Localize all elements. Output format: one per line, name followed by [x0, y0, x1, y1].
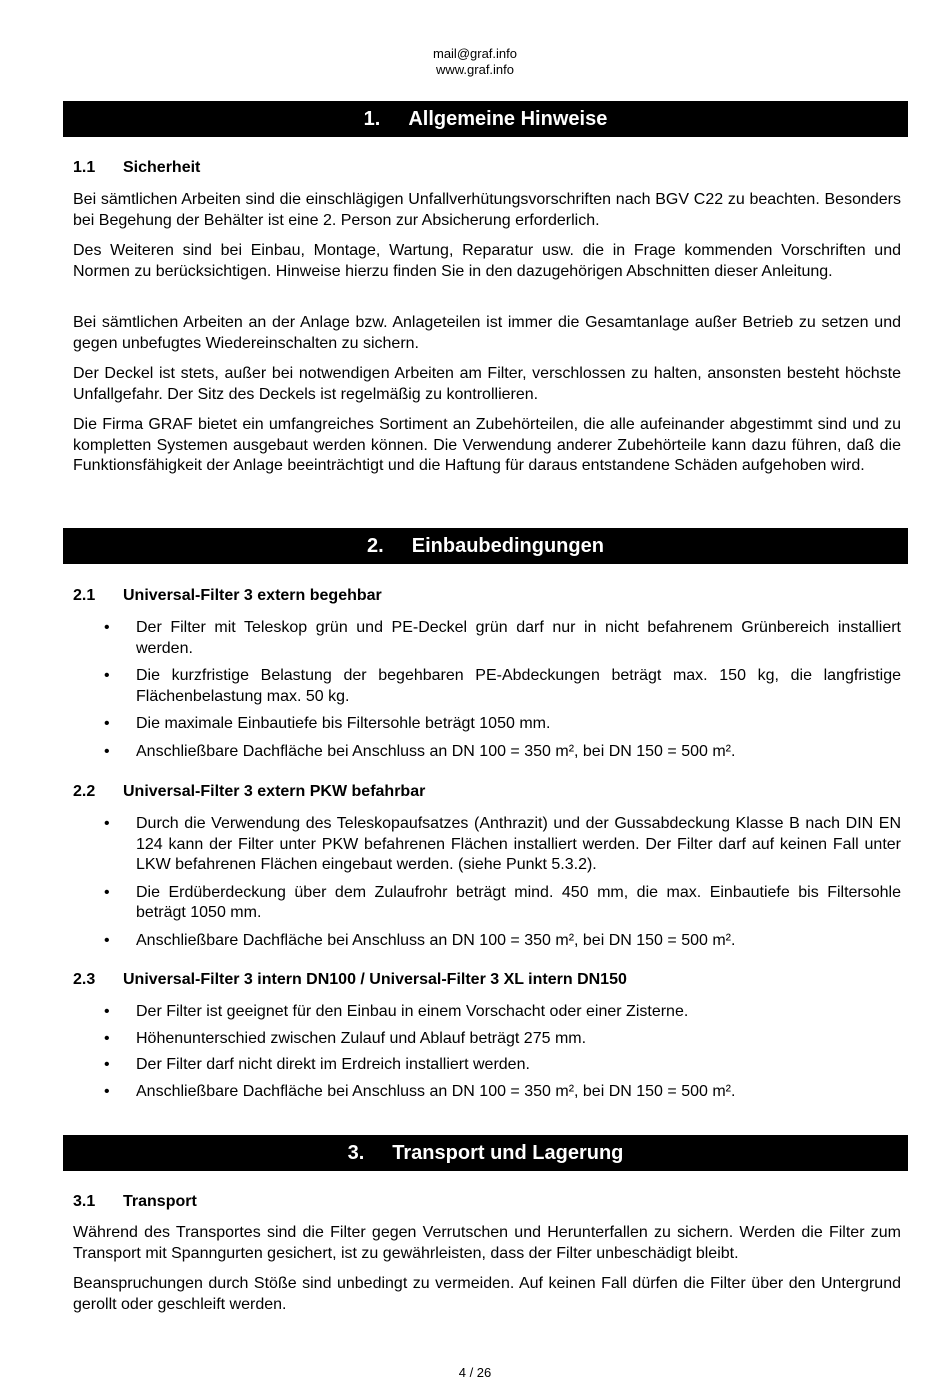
list-item: • Die kurzfristige Belastung der begehbaren PE-Abdeckungen beträgt max. 150 kg, die langfristige Flächenbelastung max. 50 kg. — [104, 667, 901, 705]
list-item: • Anschließbare Dachfläche bei Anschluss an DN 100 = 350 m², bei DN 150 = 500 m². — [73, 1082, 901, 1103]
subsection-number: 2.1 — [73, 587, 96, 604]
bullet-icon: • — [104, 1056, 110, 1073]
section-number: 3. — [347, 1142, 365, 1164]
subsection-title: Transport — [123, 1193, 197, 1210]
section-title: Allgemeine Hinweise — [408, 108, 608, 130]
bullet-list — [73, 618, 901, 762]
subsection-1-1-heading — [73, 158, 901, 178]
header-email[interactable]: mail@graf.info — [432, 46, 517, 61]
section-title: Einbaubedingungen — [411, 535, 604, 557]
bullet-list — [73, 1002, 901, 1102]
list-item: • Durch die Verwendung des Teleskopaufsatzes (Anthrazit) und der Gussabdeckung Klasse B nach DIN EN 124 kann der Filter unter PKW befahrenen Flächen installiert werden. Der Filter darf auf keinen Fall unter LKW befahrenen Flächen eingebaut werden. (siehe Punkt 5.3.2). — [104, 815, 901, 873]
list-item: • Die maximale Einbautiefe bis Filtersohle beträgt 1050 mm. — [73, 714, 901, 735]
paragraph: Bei sämtlichen Arbeiten sind die einschlägigen Unfallverhütungsvorschriften nach BGV C22 zu beachten. Besonders bei Begehung der Behälter ist eine 2. Person zur Absicherung erforderlich. — [73, 191, 901, 229]
page-number: 4 / 26 — [458, 1365, 492, 1380]
list-item: • Die Erdüberdeckung über dem Zulaufrohr beträgt mind. 450 mm, die max. Einbautiefe bis Filtersohle beträgt 1050 mm. — [104, 883, 901, 921]
list-item: • Anschließbare Dachfläche bei Anschluss an DN 100 = 350 m², bei DN 150 = 500 m². — [73, 931, 901, 952]
section-2-heading — [63, 528, 908, 564]
subsection-number: 1.1 — [73, 159, 96, 176]
paragraph: Der Deckel ist stets, außer bei notwendigen Arbeiten am Filter, verschlossen zu halten, ansonsten besteht höchste Unfallgefahr. Der Sitz des Deckels ist regelmäßig zu kontrollieren. — [73, 365, 901, 403]
subsection-2-1-heading — [73, 586, 901, 606]
section-1-heading — [63, 101, 908, 137]
paragraph: Die Firma GRAF bietet ein umfangreiches Sortiment an Zubehörteilen, die alle aufeinander abgestimmt sind und zu kompletten Systemen ausgebaut werden können. Die Verwendung anderer Zubehörteile kann dazu führen, daß die Funktionsfähigkeit der Anlage beeinträchtigt und die Haftung für daraus entstandene Schäden aufgehoben wird. — [73, 416, 901, 474]
bullet-icon: • — [104, 715, 110, 732]
subsection-3-1-heading — [73, 1192, 901, 1212]
bullet-icon: • — [104, 1082, 110, 1100]
paragraph: Bei sämtlichen Arbeiten an der Anlage bzw. Anlageteilen ist immer die Gesamtanlage außer Betrieb zu setzen und gegen unbefugtes Wiedereinschalten zu sichern. — [73, 314, 901, 352]
subsection-2-3-heading — [73, 970, 901, 990]
section-3-heading — [63, 1135, 908, 1171]
bullet-icon: • — [104, 667, 110, 684]
subsection-2-2-heading — [73, 782, 901, 802]
list-item: • Der Filter darf nicht direkt im Erdreich installiert werden. — [73, 1055, 901, 1076]
list-item: • Der Filter ist geeignet für den Einbau in einem Vorschacht oder einer Zisterne. — [73, 1002, 901, 1023]
subsection-title: Universal-Filter 3 extern PKW befahrbar — [123, 783, 426, 800]
subsection-number: 2.2 — [73, 783, 96, 800]
bullet-icon: • — [104, 1003, 110, 1020]
page-header — [0, 46, 950, 78]
subsection-title: Sicherheit — [123, 159, 201, 176]
list-item: • Anschließbare Dachfläche bei Anschluss an DN 100 = 350 m², bei DN 150 = 500 m². — [73, 742, 901, 763]
bullet-icon: • — [104, 742, 110, 760]
list-item: • Der Filter mit Teleskop grün und PE-Deckel grün darf nur in nicht befahrenem Grünbereich installiert werden. — [104, 619, 901, 657]
subsection-number: 3.1 — [73, 1193, 96, 1210]
subsection-number: 2.3 — [73, 971, 96, 988]
paragraph: Während des Transportes sind die Filter gegen Verrutschen und Herunterfallen zu sichern. Werden die Filter zum Transport mit Spanngurten gesichert, ist zu gewährleisten, dass der Filter unbeschädigt bleibt. — [73, 1224, 901, 1262]
bullet-icon: • — [104, 815, 110, 832]
paragraph: Des Weiteren sind bei Einbau, Montage, Wartung, Reparatur usw. die in Frage kommenden Vorschriften und Normen zu berücksichtigen. Hinweise hierzu finden Sie in den dazugehörigen Abschnitten dieser Anleitung. — [73, 242, 901, 280]
bullet-icon: • — [104, 931, 110, 949]
bullet-icon: • — [104, 619, 110, 636]
section-title: Transport und Lagerung — [392, 1142, 624, 1164]
paragraph: Beanspruchungen durch Stöße sind unbedingt zu vermeiden. Auf keinen Fall dürfen die Filter über den Untergrund gerollt oder geschleift werden. — [73, 1275, 901, 1313]
subsection-title: Universal-Filter 3 extern begehbar — [123, 587, 382, 604]
section-number: 2. — [367, 535, 384, 557]
section-number: 1. — [363, 108, 381, 130]
bullet-list — [73, 814, 901, 951]
subsection-title: Universal-Filter 3 intern DN100 / Universal-Filter 3 XL intern DN150 — [123, 971, 627, 988]
header-website[interactable]: www.graf.info — [435, 62, 515, 77]
bullet-icon: • — [104, 1029, 110, 1047]
bullet-icon: • — [104, 883, 110, 901]
list-item: • Höhenunterschied zwischen Zulauf und Ablauf beträgt 275 mm. — [73, 1029, 901, 1050]
